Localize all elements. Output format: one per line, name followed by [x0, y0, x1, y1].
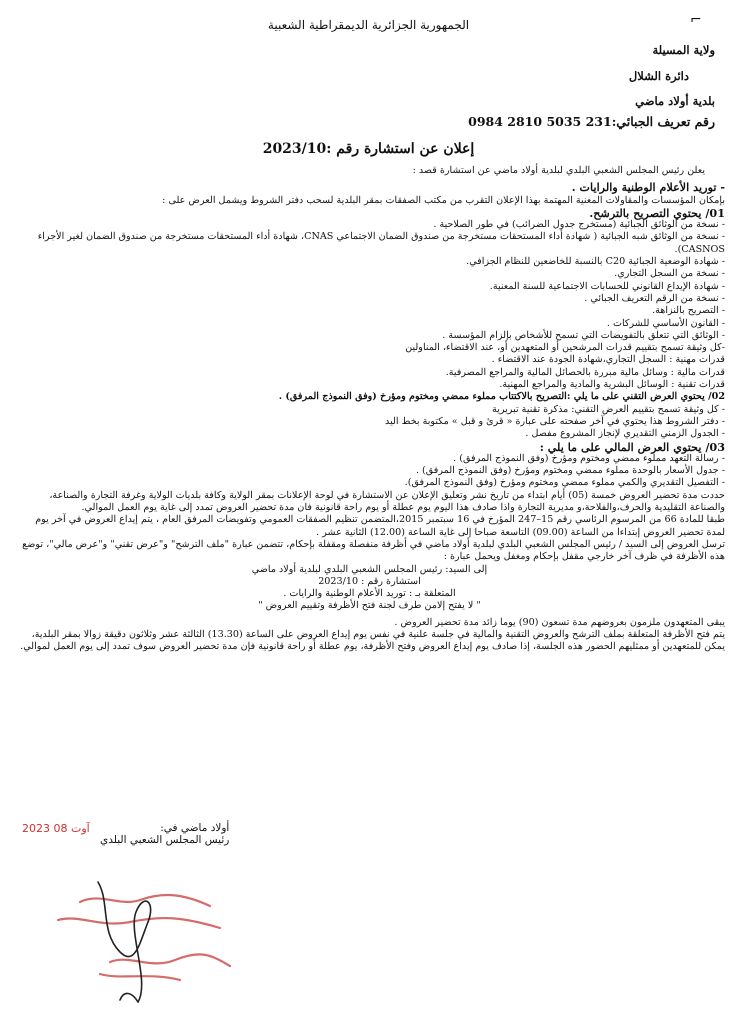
date-stamp: 2023 آوت 08	[22, 822, 90, 835]
sec2-item: - الجدول الزمني التقديري لإنجاز المشروع مفصل .	[525, 428, 725, 440]
signatory-role: رئيس المجلس الشعبي البلدي	[100, 834, 230, 846]
sec2-item: - كل وثيقة تسمح بتقييم العرض التقني: مذكرة تقنية تبريرية	[492, 403, 725, 415]
section-1-heading: 01/ يحتوي التصريح بالترشح.	[589, 205, 725, 220]
sec2-item: - دفتر الشروط هذا يحتوي في آخر صفحته على عبارة « قرئ و قبل » مكتوبة بخط اليد	[385, 415, 725, 427]
envelope-warning: " لا يفتح إلامن طرف لجنة فتح الأظرفة وتقييم العروض "	[258, 600, 481, 612]
sec1-item: قدرات مهنية : السجل التجاري،شهادة الجودة عند الاقتضاء .	[491, 354, 725, 366]
section-3-heading: 03/ يحتوي العرض المالي على ما يلي :	[539, 439, 725, 454]
signature-stamp	[40, 862, 240, 1012]
corner-mark: ⌐	[690, 12, 702, 28]
opening-paragraph: يتم فتح الأظرفة المتعلقة بملف الترشح والعروض التقنية والمالية في جلسة علنية في نفس يوم إيداع العروض على الساعة (13.30) الثالثة عشر وثلاثون دقيقة زوالا بمقر البلدية،	[31, 628, 725, 640]
duration-paragraph: حددت مدة تحضير العروض خمسة (05) أيام ابتداء من تاريخ نشر وتعليق الإعلان عن الاستشارة في لوحة الإعلانات بمقر الولاية وكافة بلديات الولاية وغرفة التجارة والصناعة، والصناعة التقليدية والحرف،والفلاحة،و مديرية التجارة واذا صادف هذا اليوم يوم عطلة أو يوم راحة قانونية فان مدة تحضير العروض تمدد إلى غاية يوم العمل الموالي.	[49, 489, 725, 514]
sec1-item: - الوثائق التي تتعلق بالتفويضات التي تسمح للأشخاص بإلزام المؤسسة .	[442, 329, 725, 341]
place-date-label: أولاد ماضي في:	[160, 822, 230, 834]
sec3-item: - رسالة التعهد مملوء ممضي ومختوم ومؤرخ (وفق النموذج المرفق) .	[453, 452, 725, 464]
signature-block	[100, 822, 229, 846]
tax-id-line: رقم تعريف الجبائي:231 5035 2810 0984	[468, 114, 715, 129]
sec1-item: قدرات مالية : وسائل مالية مبررة بالحصائل المالية والمراجع المصرفية.	[445, 366, 725, 378]
wilaya-line: ولاية المسيلة	[652, 43, 715, 57]
envelope-ref: استشارة رقم : 2023/10	[318, 575, 421, 587]
sec1-item: - نسخة من الوثائق الجبائية (مستخرج جدول الضرائب) في طور الصلاحية .	[433, 219, 725, 231]
sec1-item: - نسخة من الوثائق شبه الجبائية ( شهادة أداء المستحقات مستخرجة من صندوق الضمان الاجتماعي CNAS، شهادة أداء المستحقات مستخرجة من صندوق الضمان لغير الأجراء CASNOS).	[37, 231, 725, 255]
page-title: إعلان عن استشارة رقم :2023/10	[262, 141, 475, 157]
sec1-item: -كل وثيقة تسمح بتقييم قدرات المرشحين أو المتعهدين أو، عند الاقتضاء، المناولين	[405, 342, 725, 354]
sec1-item: قدرات تقنية : الوسائل البشرية والمادية والمراجع المهنية.	[499, 379, 725, 391]
attend-paragraph: يمكن للمتعهدين أو ممثليهم الحضور هذه الجلسة، إذا صادف يوم إيداع العروض وفتح الأظرفة، يوم عطلة أو راحة قانونية فإن مدة تحضير العروض سوف تمدد إلى يوم العمل لموالي.	[20, 641, 725, 653]
commune-line: بلدية أولاد ماضي	[635, 94, 715, 108]
sec1-item: - القانون الأساسي للشركات .	[606, 317, 725, 329]
validity-paragraph: يبقى المتعهدون ملزمون بعروضهم مدة تسعون (90) يوما زائد مدة تحضير العروض .	[394, 616, 725, 628]
sec1-item: - شهادة الوضعية الجبائية C20 بالنسبة للخاضعين للنظام الجزافي.	[466, 256, 725, 268]
sec3-item: - التفصيل التقديري والكمي مملوء ممضي ومختوم ومؤرخ (وفق النموذج المرفق).	[404, 477, 725, 489]
section-2-heading: 02/ يحتوي العرض التقني على ما يلي :التصريح بالاكتتاب مملوء ممضي ومختوم ومؤرخ (وفق النموذج المرفق) .	[278, 391, 725, 403]
republic-header: الجمهورية الجزائرية الديمقراطية الشعبية	[267, 18, 470, 32]
document-body	[14, 165, 725, 654]
subject-line: - توريد الأعلام الوطنية والرايات .	[571, 180, 725, 195]
intro-text: يعلن رئيس المجلس الشعبي البلدي لبلدية أولاد ماضي عن استشارة قصد :	[412, 165, 705, 176]
sec1-item: - نسخة من الرقم التعريف الجبائي .	[584, 292, 725, 304]
daira-line: دائرة الشلال	[628, 69, 689, 83]
sec1-item: - نسخة من السجل التجاري.	[614, 268, 725, 280]
sec1-item: - شهادة الإيداع القانوني للحسابات الاجتماعية للسنة المعنية.	[489, 280, 725, 292]
invite-text: بإمكان المؤسسات والمقاولات المعنية المهتمة بهذا الإعلان التقرب من مكتب الصفقات بمقر البلدية لسحب دفتر الشروط ويشمل العرض على :	[162, 194, 725, 206]
sec3-item: - جدول الأسعار بالوحدة مملوء ممضي ومختوم ومؤرخ (وفق النموذج المرفق) .	[415, 465, 725, 477]
send-paragraph: ترسل العروض إلى السيد / رئيس المجلس الشعبي البلدي لبلدية أولاد ماضي في أظرفة منفصلة ومقفلة بإحكام، تتضمن عبارة "ملف الترشح" و"عرض تقني" و"عرض مالي"، توضع هذه الأظرفة في ظرف آخر خارجي مقفل بإحكام ومغفل ويحمل عبارة :	[22, 538, 725, 563]
envelope-to: إلى السيد: رئيس المجلس الشعبي البلدي لبلدية أولاد ماضي	[251, 563, 488, 575]
sec1-item: - التصريح بالنزاهة.	[652, 305, 725, 317]
envelope-subject: المتعلقة بـ : توريد الأعلام الوطنية والرايات .	[283, 588, 456, 600]
decree-paragraph: طبقا للمادة 66 من المرسوم الرئاسي رقم 15–247 المؤرخ في 16 سبتمبر 2015،المتضمن تنظيم الصفقات العمومي وتفويضات المرفق العام ، يتم إيداع العروض في آخر يوم لمدة تحضير العروض إبتداءا من الساعة (09.00) التاسعة صباحا إلى غاية الساعة (12.00) الثانية عشر .	[35, 514, 725, 538]
